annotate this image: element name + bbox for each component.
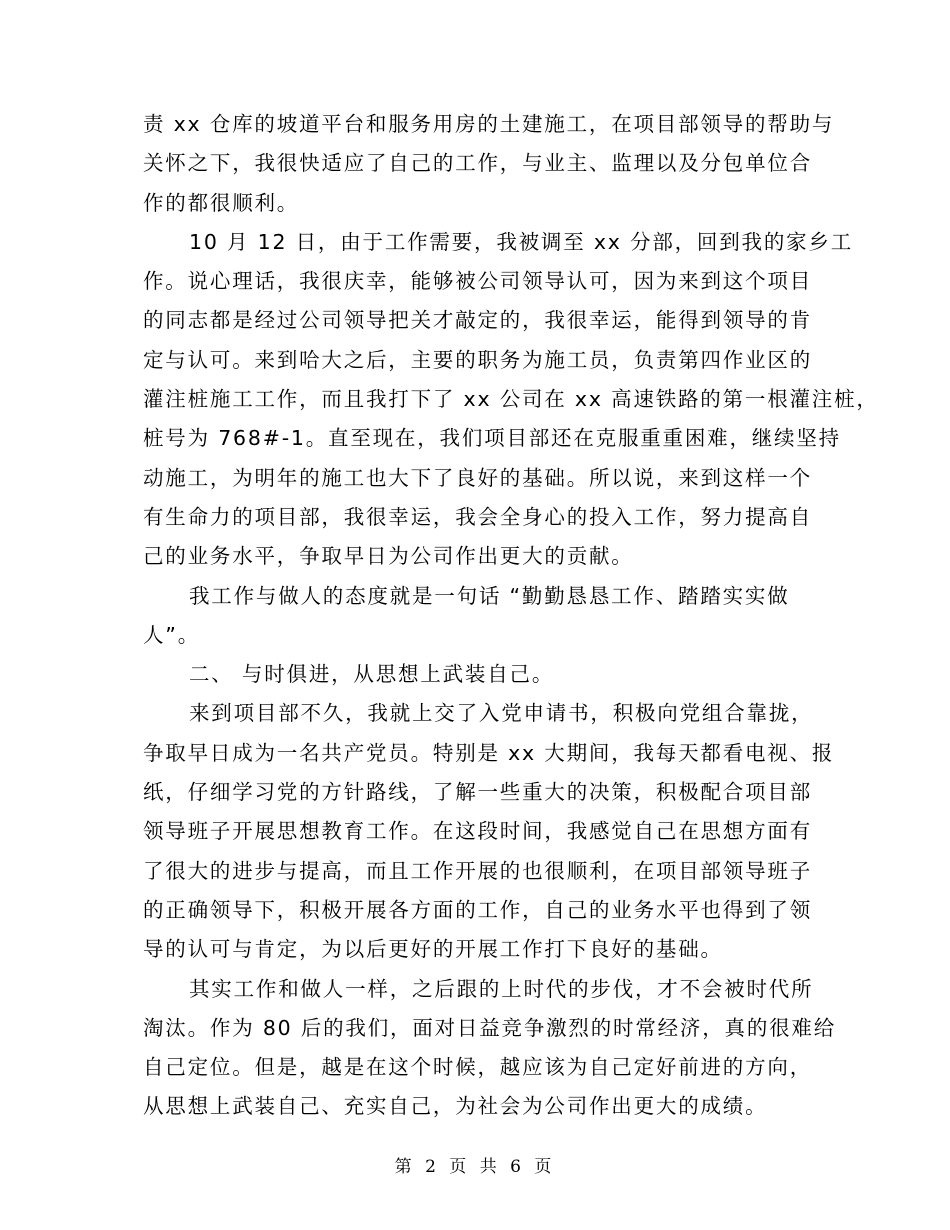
page-footer: 第 2 页 共 6 页: [394, 1157, 556, 1177]
text-line: 己的业务水平，争取早日为公司作出更大的贡献。: [143, 544, 634, 569]
paragraph-start: 来到项目部不久，我就上交了入党申请书，积极向党组合靠拢，: [189, 701, 814, 726]
paragraph-start: 10 月 12 日，由于工作需要，我被调至 xx 分部，回到我的家乡工: [189, 229, 854, 254]
text-line: 作的都很顺利。: [143, 190, 300, 215]
text-line: 淘汰。作为 80 后的我们，面对日益竞争激烈的时常经济，真的很难给: [143, 1015, 837, 1040]
document-body: [143, 105, 879, 1127]
text-line: 作。说心理话，我很庆幸，能够被公司领导认可，因为来到这个项目: [143, 269, 812, 294]
text-line: 桩号为 768#-1。直至现在，我们项目部还在克服重重困难，继续坚持: [143, 426, 841, 451]
text-line: 定与认可。来到哈大之后，主要的职务为施工员，负责第四作业区的: [143, 347, 812, 372]
text-line: 争取早日成为一名共产党员。特别是 xx 大期间，我每天都看电视、报: [143, 740, 835, 765]
text-line: 纸，仔细学习党的方针路线，了解一些重大的决策，积极配合项目部: [143, 780, 812, 805]
text-line: 关怀之下，我很快适应了自己的工作，与业主、监理以及分包单位合: [143, 151, 812, 176]
text-line: 自己定位。但是，越是在这个时候，越应该为自己定好前进的方向，: [143, 1055, 812, 1080]
text-line: 了很大的进步与提高，而且工作开展的也很顺利，在项目部领导班子: [143, 858, 812, 883]
paragraph-start: 其实工作和做人一样，之后跟的上时代的步伐，才不会被时代所: [189, 976, 814, 1001]
text-line: 的正确领导下，积极开展各方面的工作，自己的业务水平也得到了领: [143, 897, 812, 922]
text-line: 有生命力的项目部，我很幸运，我会全身心的投入工作，努力提高自: [143, 504, 812, 529]
text-line: 导的认可与肯定，为以后更好的开展工作打下良好的基础。: [143, 937, 723, 962]
text-line: 领导班子开展思想教育工作。在这段时间，我感觉自己在思想方面有: [143, 819, 812, 844]
text-line: 的同志都是经过公司领导把关才敲定的，我很幸运，能得到领导的肯: [143, 308, 812, 333]
text-line: 灌注桩施工工作，而且我打下了 xx 公司在 xx 高速铁路的第一根灌注桩，: [143, 387, 879, 412]
text-line: 人”。: [143, 622, 201, 647]
text-line: 责 xx 仓库的坡道平台和服务用房的土建施工，在项目部领导的帮助与: [143, 112, 835, 136]
paragraph-start: 我工作与做人的态度就是一句话 “勤勤恳恳工作、踏踏实实做: [189, 583, 790, 608]
text-line: 从思想上武装自己、充实自己，为社会为公司作出更大的成绩。: [143, 1094, 768, 1119]
text-line: 动施工，为明年的施工也大下了良好的基础。所以说，来到这样一个: [143, 465, 812, 490]
section-heading: 二、 与时俱进，从思想上武装自己。: [189, 662, 555, 687]
